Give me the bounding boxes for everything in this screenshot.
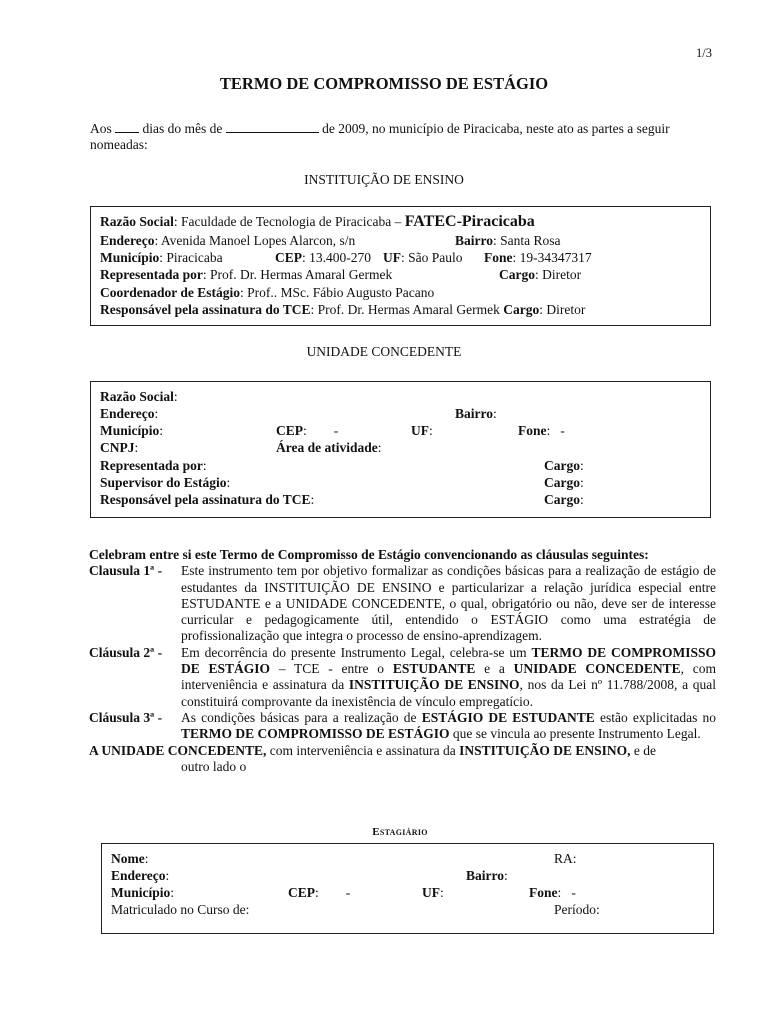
unidade-cnpj-value[interactable]: :: [134, 440, 139, 455]
estagiario-endereco-label: Endereço: [111, 868, 166, 883]
unidade-heading: UNIDADE CONCEDENTE: [306, 344, 462, 359]
estagiario-curso-label[interactable]: Matriculado no Curso de:: [111, 902, 250, 917]
estagiario-nome-row: [111, 850, 701, 867]
unidade-representada-row: [100, 457, 700, 474]
unidade-supervisor-label: Supervisor do Estágio: [100, 475, 227, 490]
cep-value: : 13.400-270: [302, 250, 371, 265]
unidade-razao-label: Razão Social: [100, 389, 174, 404]
estagiario-uf-value[interactable]: :: [440, 885, 444, 900]
clause-3-bold-2: TERMO DE COMPROMISSO DE ESTÁGIO: [181, 726, 450, 742]
unidade-municipio-label: Município: [100, 423, 160, 438]
estagiario-bairro-label: Bairro: [466, 868, 504, 883]
estagiario-municipio-label: Município: [111, 885, 171, 900]
instituicao-razao-row: [100, 213, 535, 230]
unidade-responsavel-row: [100, 491, 700, 508]
coordenador-label: Coordenador de Estágio: [100, 285, 241, 300]
instituicao-heading: INSTITUIÇÃO DE ENSINO: [304, 172, 464, 187]
unidade-cargo1-label: Cargo: [544, 458, 580, 473]
unidade-cargo2-value[interactable]: :: [580, 475, 584, 490]
clause-2-bold-4: INSTITUIÇÃO DE ENSINO: [348, 677, 520, 693]
estagiario-endereco-value[interactable]: :: [165, 868, 170, 883]
clause-2-bold-2: ESTUDANTE: [392, 661, 476, 677]
unidade-cnpj-row: [100, 439, 700, 456]
uf-value: : São Paulo: [401, 250, 463, 265]
instituicao-endereco-row: [100, 232, 700, 249]
unidade-uf-value[interactable]: :: [429, 423, 433, 438]
razao-fatec: FATEC-Piracicaba: [404, 213, 535, 230]
estagiario-municipio-row: [111, 884, 701, 901]
clauses-heading: Celebram entre si este Termo de Compromisso de Estágio convencionando as cláusulas seguintes:: [89, 547, 649, 562]
representada-value: : Prof. Dr. Hermas Amaral Germek: [202, 267, 393, 282]
unidade-endereco-label: Endereço: [100, 406, 155, 421]
conc-bold-2: INSTITUIÇÃO DE ENSINO,: [459, 742, 631, 758]
unidade-supervisor-value[interactable]: :: [226, 475, 231, 490]
clause-2-part-2: – TCE - entre o: [278, 661, 385, 677]
unidade-representada-label: Representada por: [100, 458, 203, 473]
unidade-area-value[interactable]: :: [377, 440, 382, 455]
coordenador-value: : Prof.. MSc. Fábio Augusto Pacano: [240, 285, 435, 300]
clause-1-text: Este instrumento tem por objetivo formalizar as condições básicas para a realização de estágio de estudantes da INSTITUIÇÃO DE ENSINO e particularizar a relação jurídica especial entre ESTUDANTE e a UNIDADE CONCEDENTE, o qual, obrigatório ou não, deve ser de interesse curricular e pedagogicamente útil, entendido o ESTÁGIO como uma estratégia de profissionalização que integra o processo de ensino-aprendizagem.: [181, 563, 716, 644]
bairro-label: Bairro: [455, 233, 493, 248]
month-blank[interactable]: [226, 121, 319, 133]
estagiario-ra-value[interactable]: :: [572, 851, 577, 866]
razao-label: Razão Social: [100, 214, 174, 229]
unidade-endereco-value[interactable]: :: [154, 406, 159, 421]
clause-3-part-1: As condições básicas para a realização de: [181, 709, 417, 725]
clause-2-part-5: , nos da Lei nº 11.788/2008, a qual constituirá comprovante da inexistência de vínculo empregatício.: [181, 677, 716, 709]
day-blank[interactable]: [115, 121, 139, 133]
unidade-cep-label: CEP: [276, 423, 303, 438]
unidade-box: [90, 381, 711, 518]
clause-2-part-4: , com interveniência e assinatura da: [181, 661, 717, 693]
instituicao-municipio-row: [100, 249, 700, 266]
estagiario-heading: Estagiário: [372, 826, 428, 838]
page-number: 1/3: [696, 46, 712, 60]
unidade-municipio-row: [100, 422, 700, 439]
estagiario-cep-value[interactable]: : -: [315, 885, 351, 900]
conc-bold-1: A UNIDADE CONCEDENTE,: [89, 742, 267, 758]
estagiario-fone-value[interactable]: : -: [557, 885, 576, 900]
unidade-municipio-value[interactable]: :: [159, 423, 164, 438]
endereco-value: : Avenida Manoel Lopes Alarcon, s/n: [154, 233, 356, 248]
unidade-bairro-value[interactable]: :: [493, 406, 497, 421]
clause-3-part-2: estão explicitadas no: [599, 709, 716, 725]
unidade-razao-row: [100, 388, 178, 405]
clauses-section: [89, 547, 716, 775]
cep-label: CEP: [275, 250, 302, 265]
cargo-value: : Diretor: [535, 267, 582, 282]
clause-1-label: Clausula 1ª -: [89, 563, 163, 579]
unidade-endereco-row: [100, 405, 700, 422]
unidade-cargo3-value[interactable]: :: [580, 492, 584, 507]
clause-2-label: Cláusula 2ª -: [89, 644, 163, 660]
estagiario-uf-label: UF: [422, 885, 440, 900]
clause-2: [89, 645, 716, 710]
estagiario-nome-label: Nome: [111, 851, 145, 866]
unidade-cargo1-value[interactable]: :: [580, 458, 584, 473]
estagiario-bairro-value[interactable]: :: [504, 868, 508, 883]
municipio-label: Município: [100, 250, 160, 265]
conc-part-3: outro lado o: [181, 758, 247, 774]
unidade-supervisor-row: [100, 474, 700, 491]
bairro-value: : Santa Rosa: [493, 233, 561, 248]
unidade-cargo2-label: Cargo: [544, 475, 580, 490]
uf-label: UF: [383, 250, 401, 265]
unidade-responsavel-label: Responsável pela assinatura do TCE: [100, 492, 311, 507]
unidade-fone-label: Fone: [518, 423, 547, 438]
intro-text-3: de 2009, no município de Piracicaba, neste ato as partes a seguir nomeadas:: [90, 121, 670, 152]
clause-3: [89, 710, 716, 743]
clause-2-bold-3: UNIDADE CONCEDENTE: [513, 661, 681, 677]
estagiario-endereco-row: [111, 867, 701, 884]
instituicao-responsavel-row: [100, 301, 585, 318]
estagiario-nome-value[interactable]: :: [144, 851, 149, 866]
clause-3-part-3: que se vincula ao presente Instrumento Legal.: [452, 726, 701, 742]
conc-part-2: e de: [633, 742, 656, 758]
representada-label: Representada por: [100, 267, 203, 282]
estagiario-curso-row: [111, 901, 701, 918]
responsavel-value: : Prof. Dr. Hermas Amaral Germek: [310, 302, 500, 317]
clause-2-part-1: Em decorrência do presente Instrumento Legal, celebra-se um: [181, 644, 527, 660]
unidade-area-label: Área de atividade: [276, 440, 378, 455]
clause-3-bold-1: ESTÁGIO DE ESTUDANTE: [421, 709, 595, 725]
unidade-uf-label: UF: [411, 423, 429, 438]
estagiario-fone-label: Fone: [529, 885, 558, 900]
unidade-cnpj-label: CNPJ: [100, 440, 135, 455]
estagiario-periodo-label[interactable]: Período:: [554, 902, 600, 917]
responsavel-cargo-label: Cargo: [503, 302, 540, 317]
municipio-value: : Piracicaba: [159, 250, 223, 265]
clause-2-bold-1: TERMO DE COMPROMISSO DE ESTÁGIO: [181, 644, 716, 677]
cargo-label: Cargo: [499, 267, 535, 282]
responsavel-label: Responsável pela assinatura do TCE: [100, 302, 311, 317]
instituicao-box: [90, 206, 711, 326]
clause-1: [89, 563, 716, 644]
conc-part-1: com interveniência e assinatura da: [269, 742, 456, 758]
estagiario-ra-label: RA: [554, 851, 573, 866]
fone-label: Fone: [484, 250, 513, 265]
unidade-representada-value[interactable]: :: [202, 458, 207, 473]
instituicao-coordenador-row: [100, 284, 434, 301]
fone-value: : 19-34347317: [512, 250, 592, 265]
clause-3-text: [181, 710, 716, 743]
intro-paragraph: [90, 121, 715, 153]
unidade-responsavel-value[interactable]: :: [310, 492, 315, 507]
intro-text-1: Aos: [90, 121, 112, 136]
concedente-paragraph: [89, 743, 716, 776]
clause-3-label: Cláusula 3ª -: [89, 709, 163, 725]
responsavel-cargo-value: : Diretor: [539, 302, 586, 317]
estagiario-box: [101, 843, 714, 934]
estagiario-municipio-value[interactable]: :: [170, 885, 175, 900]
unidade-bairro-label: Bairro: [455, 406, 493, 421]
instituicao-representada-row: [100, 266, 700, 283]
clause-2-part-3: e a: [484, 661, 505, 677]
unidade-razao-value[interactable]: :: [173, 389, 178, 404]
clause-2-text: [181, 645, 716, 710]
unidade-fone-value[interactable]: : -: [546, 423, 565, 438]
intro-text-2: dias do mês de: [142, 121, 223, 136]
estagiario-cep-label: CEP: [288, 885, 315, 900]
razao-value: : Faculdade de Tecnologia de Piracicaba –: [173, 214, 402, 229]
document-title: TERMO DE COMPROMISSO DE ESTÁGIO: [219, 74, 549, 93]
unidade-cep-value[interactable]: : -: [303, 423, 339, 438]
endereco-label: Endereço: [100, 233, 155, 248]
unidade-cargo3-label: Cargo: [544, 492, 580, 507]
